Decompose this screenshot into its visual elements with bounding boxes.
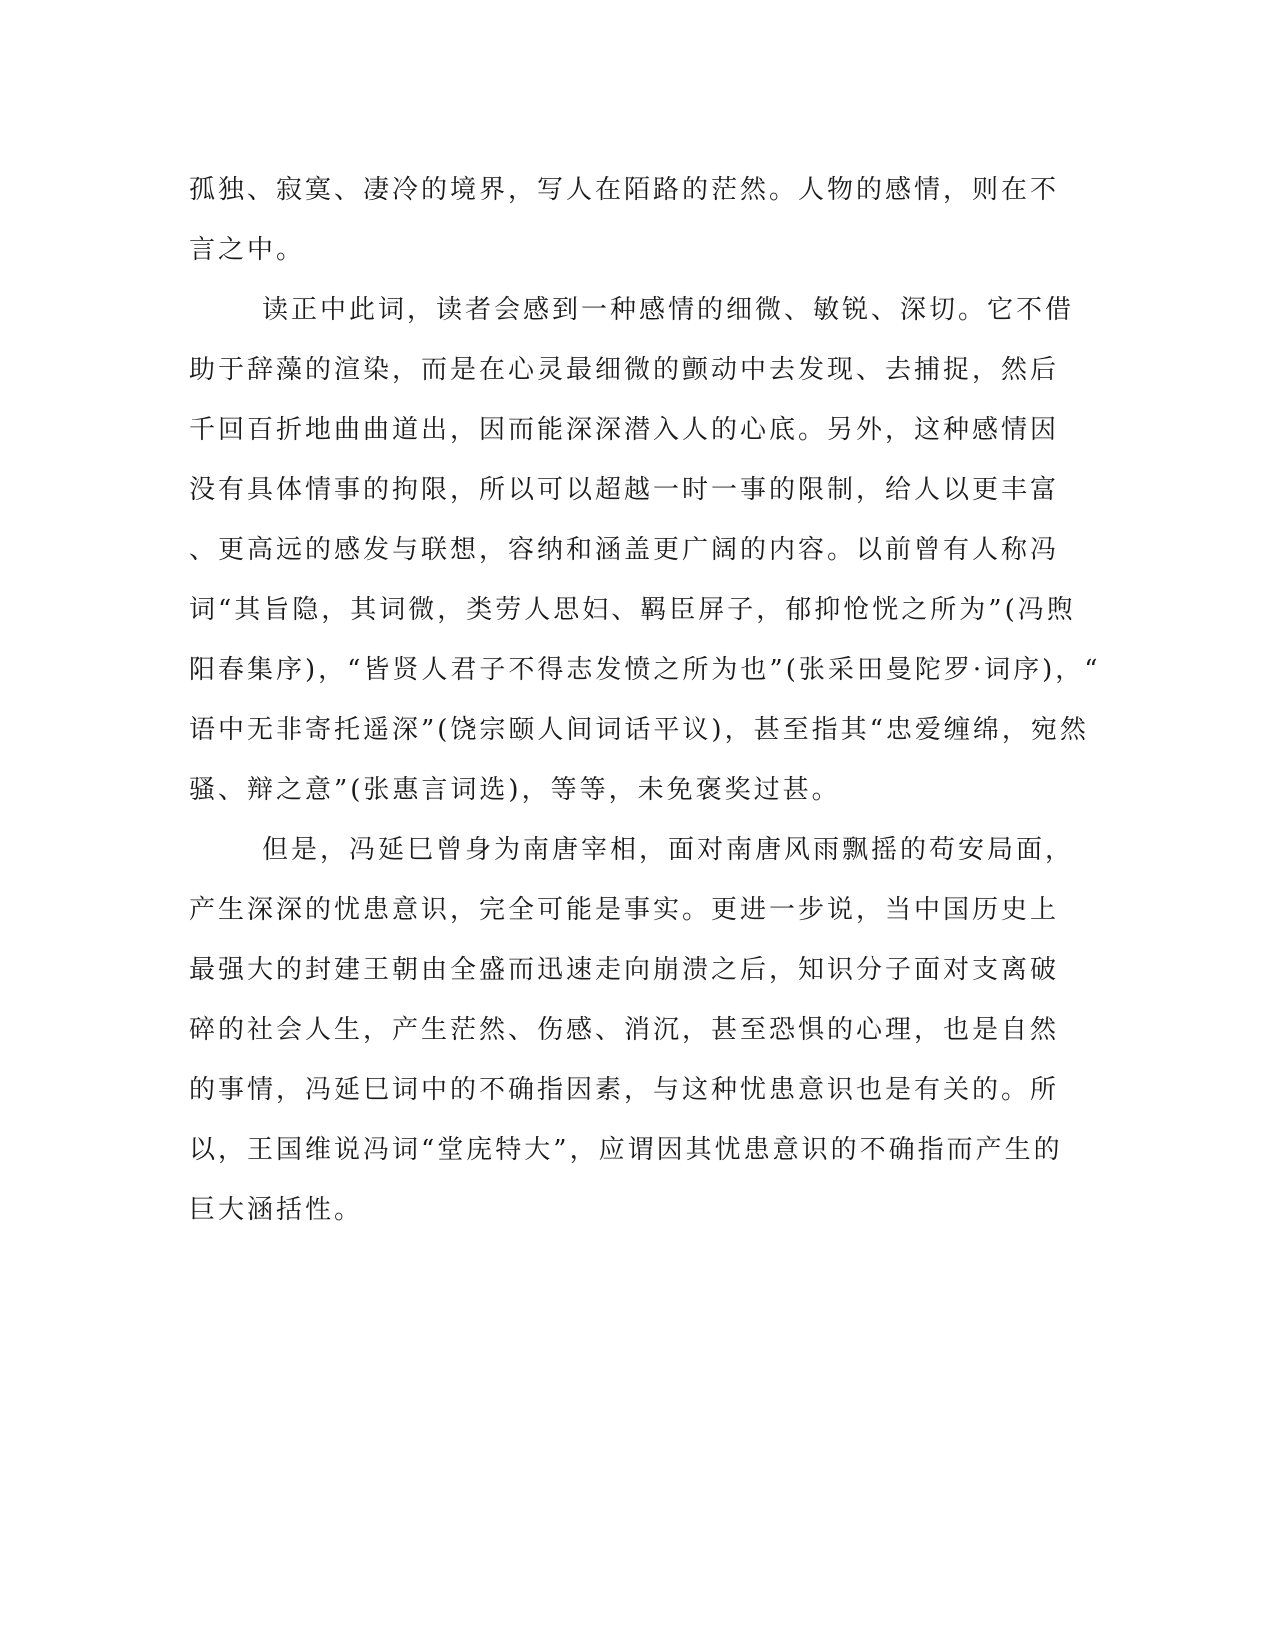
text-line: 助于辞藻的渲染，而是在心灵最细微的颤动中去发现、去捕捉，然后 xyxy=(189,355,1060,385)
text-line: 言之中。 xyxy=(189,235,306,265)
paragraph-start-line: 读正中此词，读者会感到一种感情的细微、敏锐、深切。它不借 xyxy=(262,295,1075,325)
text-line: 最强大的封建王朝由全盛而迅速走向崩溃之后，知识分子面对支离破 xyxy=(189,955,1060,985)
text-line: 巨大涵括性。 xyxy=(189,1195,364,1225)
text-line: 以，王国维说冯词“堂庑特大”，应谓因其忧患意识的不确指而产生的 xyxy=(189,1135,1063,1165)
body-text xyxy=(189,160,1101,1240)
text-line: 词“其旨隐，其词微，类劳人思妇、羁臣屏子，郁抑怆恍之所为”(冯煦 xyxy=(189,595,1076,625)
text-line: 的事情，冯延巳词中的不确指因素，与这种忧患意识也是有关的。所 xyxy=(189,1075,1060,1105)
paragraph-start-line: 但是，冯延巳曾身为南唐宰相，面对南唐风雨飘摇的苟安局面， xyxy=(262,835,1075,865)
text-line: 语中无非寄托遥深”(饶宗颐人间词话平议)，甚至指其“忠爱缠绵，宛然 xyxy=(189,715,1089,745)
text-line: 、更高远的感发与联想，容纳和涵盖更广阔的内容。以前曾有人称冯 xyxy=(189,535,1060,565)
text-line: 孤独、寂寞、凄冷的境界，写人在陌路的茫然。人物的感情，则在不 xyxy=(189,175,1060,205)
text-line: 阳春集序)，“皆贤人君子不得志发愤之所为也”(张采田曼陀罗·词序)，“ xyxy=(189,655,1101,685)
text-line: 千回百折地曲曲道出，因而能深深潜入人的心底。另外，这种感情因 xyxy=(189,415,1060,445)
text-line: 产生深深的忧患意识，完全可能是事实。更进一步说，当中国历史上 xyxy=(189,895,1060,925)
text-line: 骚、辩之意”(张惠言词选)，等等，未免褒奖过甚。 xyxy=(189,775,841,805)
text-line: 没有具体情事的拘限，所以可以超越一时一事的限制，给人以更丰富 xyxy=(189,475,1060,505)
text-line: 碎的社会人生，产生茫然、伤感、消沉，甚至恐惧的心理，也是自然 xyxy=(189,1015,1060,1045)
